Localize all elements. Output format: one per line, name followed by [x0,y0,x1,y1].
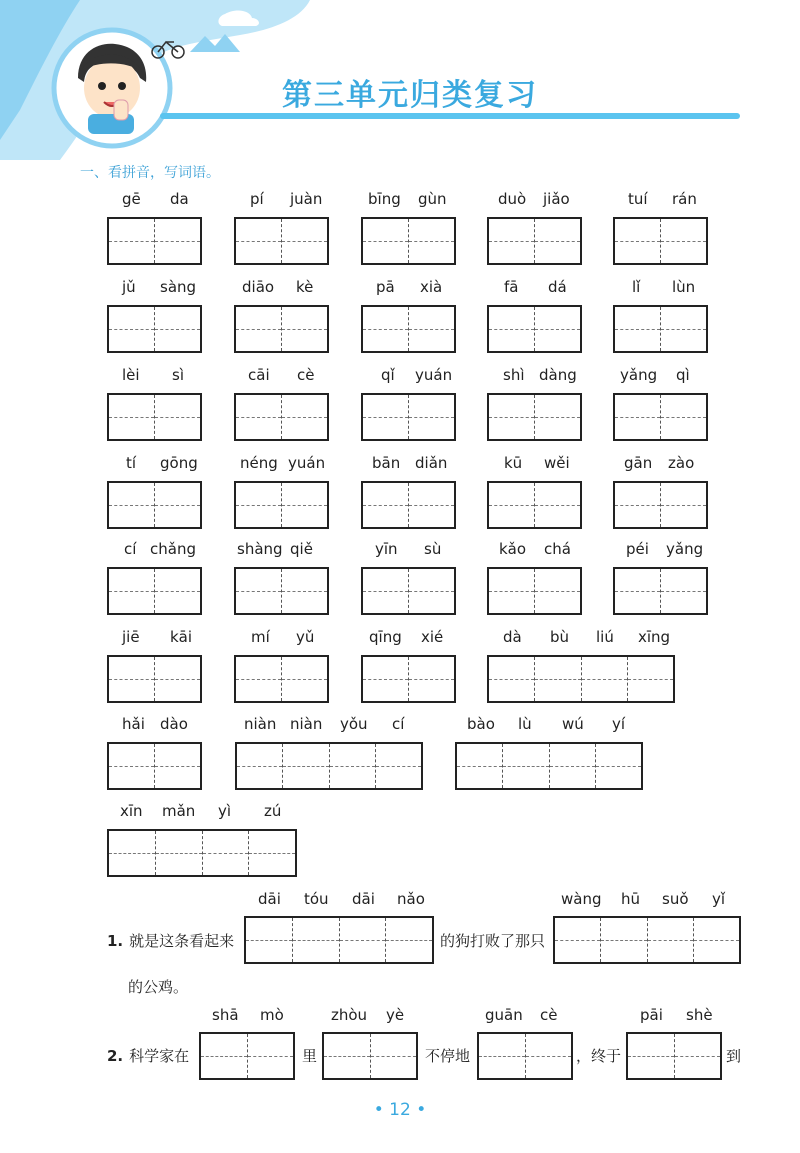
pinyin: nǎo [397,890,425,908]
pinyin: jiē [122,628,140,646]
answer-box[interactable] [613,217,708,265]
pinyin: bān [372,454,401,472]
pinyin: yǎng [666,540,704,558]
answer-box[interactable] [487,655,675,703]
pinyin: chá [544,540,571,558]
answer-box[interactable] [613,393,708,441]
pinyin: gùn [418,190,447,208]
answer-box[interactable] [477,1032,573,1080]
answer-box[interactable] [613,481,708,529]
pinyin: tóu [304,890,329,908]
answer-box[interactable] [234,567,329,615]
answer-box[interactable] [361,481,456,529]
pinyin: dá [548,278,567,296]
pinyin: mǎn [162,802,196,820]
answer-box[interactable] [235,742,423,790]
pinyin: sù [424,540,442,558]
answer-box[interactable] [244,916,434,964]
pinyin: hū [621,890,641,908]
pinyin: pāi [640,1006,663,1024]
pinyin: shè [686,1006,713,1024]
pinyin: dàng [539,366,577,384]
pinyin: kū [504,454,523,472]
pinyin: da [170,190,189,208]
pinyin: niàn [290,715,323,733]
pinyin: péi [626,540,649,558]
pinyin: jǔ [122,278,136,296]
pinyin: wú [562,715,584,733]
pinyin: mí [251,628,270,646]
answer-box[interactable] [199,1032,295,1080]
answer-box[interactable] [613,567,708,615]
pinyin: gōng [160,454,198,472]
pinyin: cí [392,715,405,733]
pinyin: zhòu [331,1006,368,1024]
pinyin: shàng [237,540,283,558]
answer-box[interactable] [107,481,202,529]
pinyin: yīn [375,540,398,558]
pinyin: yǔ [296,628,315,646]
pinyin: wěi [544,454,570,472]
answer-box[interactable] [487,217,582,265]
pinyin: kāi [170,628,193,646]
pinyin: yǎng [620,366,658,384]
pinyin: hǎi [122,715,145,733]
answer-box[interactable] [107,305,202,353]
pinyin: diǎn [415,454,448,472]
pinyin: lù [518,715,532,733]
answer-box[interactable] [361,567,456,615]
pinyin: suǒ [662,890,689,908]
pinyin: cè [540,1006,558,1024]
pinyin: duò [498,190,527,208]
pinyin: néng [240,454,278,472]
pinyin: chǎng [150,540,196,558]
question-text: 到 [726,1047,742,1065]
question-text: 的狗打败了那只 [440,932,546,950]
answer-box[interactable] [234,393,329,441]
pinyin: pí [250,190,264,208]
pinyin: qīng [369,628,402,646]
answer-box[interactable] [455,742,643,790]
pinyin: yuán [415,366,453,384]
pinyin: yǒu [340,715,368,733]
answer-box[interactable] [487,481,582,529]
pinyin: dà [503,628,522,646]
pinyin: sàng [160,278,197,296]
pinyin: xià [420,278,443,296]
question-text: 不停地 [425,1047,471,1065]
pinyin: lèi [122,366,140,384]
question-number: 2. [107,1047,124,1065]
pinyin: guān [485,1006,523,1024]
pinyin: mò [260,1006,284,1024]
answer-box[interactable] [553,916,741,964]
section-1-title: 一、看拼音，写词语。 [80,165,220,181]
answer-box[interactable] [234,305,329,353]
answer-box[interactable] [487,393,582,441]
pinyin: dāi [258,890,281,908]
answer-box[interactable] [107,217,202,265]
question-1-start [107,930,234,951]
pinyin: shì [503,366,525,384]
question-text: ，终于 [576,1047,622,1065]
pinyin: cāi [248,366,270,384]
question-text: 的公鸡。 [128,978,189,996]
pinyin: bīng [368,190,401,208]
answer-box[interactable] [487,305,582,353]
pinyin: qiě [290,540,313,558]
pinyin: sì [172,366,184,384]
pinyin: kǎo [499,540,527,558]
pinyin: pā [376,278,395,296]
pinyin: xié [421,628,444,646]
pinyin: jiǎo [543,190,570,208]
pinyin: diāo [242,278,275,296]
pinyin: dāi [352,890,375,908]
pinyin: dào [160,715,188,733]
page-title: 第三单元归类复习 [282,78,538,113]
answer-box[interactable] [234,655,329,703]
pinyin: fā [504,278,519,296]
answer-box[interactable] [107,655,202,703]
title-underline [160,113,740,119]
answer-box[interactable] [107,829,297,877]
answer-box[interactable] [487,567,582,615]
pinyin: qì [676,366,690,384]
pinyin: yuán [288,454,326,472]
answer-box[interactable] [107,393,202,441]
pinyin: tuí [628,190,648,208]
pinyin: yǐ [712,890,726,908]
pinyin: lǐ [632,278,641,296]
pinyin: lùn [672,278,696,296]
pinyin: yè [386,1006,405,1024]
pinyin: cí [124,540,137,558]
pinyin: xīn [120,802,143,820]
pinyin: yí [612,715,626,733]
pinyin: zú [264,802,282,820]
question-number: 1. [107,932,124,950]
answer-box[interactable] [361,655,456,703]
answer-box[interactable] [361,217,456,265]
answer-box[interactable] [234,217,329,265]
answer-box[interactable] [234,481,329,529]
question-2-start [107,1045,189,1066]
pinyin: liú [596,628,614,646]
answer-box[interactable] [613,305,708,353]
question-text: 科学家在 [129,1047,190,1065]
page-number: • 12 • [373,1100,427,1120]
pinyin: gān [624,454,653,472]
answer-box[interactable] [322,1032,418,1080]
pinyin: yì [218,802,232,820]
pinyin: bù [550,628,570,646]
pinyin: qǐ [381,366,395,384]
pinyin: cè [297,366,315,384]
question-text: 里 [302,1047,318,1065]
pinyin: rán [672,190,697,208]
answer-box[interactable] [626,1032,722,1080]
pinyin: zào [668,454,695,472]
pinyin: shā [212,1006,239,1024]
question-text: 就是这条看起来 [129,932,235,950]
pinyin: wàng [561,890,602,908]
pinyin: juàn [290,190,323,208]
answer-box[interactable] [107,742,202,790]
pinyin: niàn [244,715,277,733]
answer-box[interactable] [361,393,456,441]
answer-box[interactable] [107,567,202,615]
pinyin: bào [467,715,495,733]
pinyin: kè [296,278,314,296]
answer-box[interactable] [361,305,456,353]
pinyin: xīng [638,628,671,646]
pinyin: gē [122,190,141,208]
pinyin: tí [126,454,137,472]
